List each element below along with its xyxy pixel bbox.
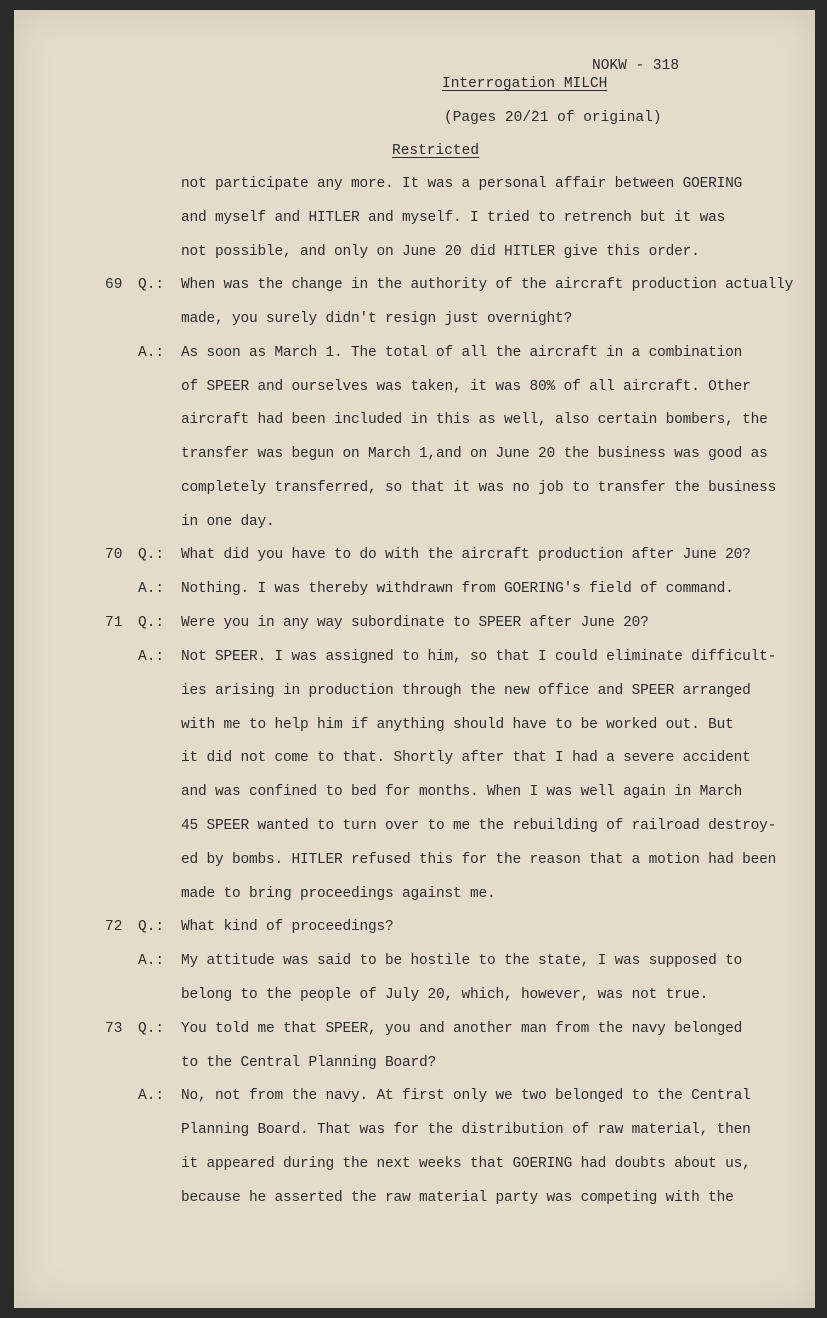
answer-line: ed by bombs. HITLER refused this for the reason that a motion had been [181, 852, 777, 868]
question-number: 73 [105, 1021, 123, 1037]
question-number: 71 [105, 615, 123, 631]
question-line: What kind of proceedings? [181, 919, 394, 935]
question-line: You told me that SPEER, you and another man from the navy belonged [181, 1021, 743, 1037]
document-page [14, 10, 815, 1308]
question-label: Q.: [138, 277, 165, 293]
question-line: made, you surely didn't resign just overnight? [181, 311, 573, 327]
answer-line: aircraft had been included in this as well, also certain bombers, the [181, 412, 768, 428]
answer-label: A.: [138, 953, 165, 969]
answer-line: As soon as March 1. The total of all the aircraft in a combination [181, 345, 743, 361]
answer-line: Nothing. I was thereby withdrawn from GOERING's field of command. [181, 581, 734, 597]
answer-line: 45 SPEER wanted to turn over to me the rebuilding of railroad destroy- [181, 818, 777, 834]
body-line: not participate any more. It was a personal affair between GOERING [181, 176, 743, 192]
question-label: Q.: [138, 919, 165, 935]
answer-line: and was confined to bed for months. When I was well again in March [181, 784, 743, 800]
page-reference: (Pages 20/21 of original) [444, 110, 662, 126]
body-line: and myself and HITLER and myself. I tried to retrench but it was [181, 210, 726, 226]
answer-label: A.: [138, 1088, 165, 1104]
answer-line: Planning Board. That was for the distribution of raw material, then [181, 1122, 751, 1138]
question-line: What did you have to do with the aircraft production after June 20? [181, 547, 751, 563]
question-number: 69 [105, 277, 123, 293]
answer-label: A.: [138, 649, 165, 665]
answer-line: it did not come to that. Shortly after that I had a severe accident [181, 750, 751, 766]
question-number: 72 [105, 919, 123, 935]
answer-line: made to bring proceedings against me. [181, 886, 496, 902]
answer-label: A.: [138, 581, 165, 597]
answer-line: ies arising in production through the new office and SPEER arranged [181, 683, 751, 699]
question-label: Q.: [138, 547, 165, 563]
answer-line: in one day. [181, 514, 275, 530]
answer-line: transfer was begun on March 1,and on June 20 the business was good as [181, 446, 768, 462]
classification-label: Restricted [392, 143, 480, 159]
answer-line: it appeared during the next weeks that GOERING had doubts about us, [181, 1156, 751, 1172]
document-id: NOKW - 318 [592, 58, 680, 74]
question-number: 70 [105, 547, 123, 563]
answer-line: because he asserted the raw material party was competing with the [181, 1190, 734, 1206]
body-line: not possible, and only on June 20 did HITLER give this order. [181, 244, 700, 260]
answer-line: of SPEER and ourselves was taken, it was 80% of all aircraft. Other [181, 379, 751, 395]
question-line: Were you in any way subordinate to SPEER after June 20? [181, 615, 649, 631]
question-line: When was the change in the authority of the aircraft production actually [181, 277, 794, 293]
answer-line: My attitude was said to be hostile to the state, I was supposed to [181, 953, 743, 969]
question-label: Q.: [138, 615, 165, 631]
document-title: Interrogation MILCH [442, 76, 608, 92]
question-line: to the Central Planning Board? [181, 1055, 437, 1071]
question-label: Q.: [138, 1021, 165, 1037]
answer-line: with me to help him if anything should have to be worked out. But [181, 717, 734, 733]
answer-line: belong to the people of July 20, which, however, was not true. [181, 987, 709, 1003]
answer-line: Not SPEER. I was assigned to him, so that I could eliminate difficult- [181, 649, 777, 665]
answer-label: A.: [138, 345, 165, 361]
answer-line: No, not from the navy. At first only we two belonged to the Central [181, 1088, 751, 1104]
answer-line: completely transferred, so that it was no job to transfer the business [181, 480, 777, 496]
